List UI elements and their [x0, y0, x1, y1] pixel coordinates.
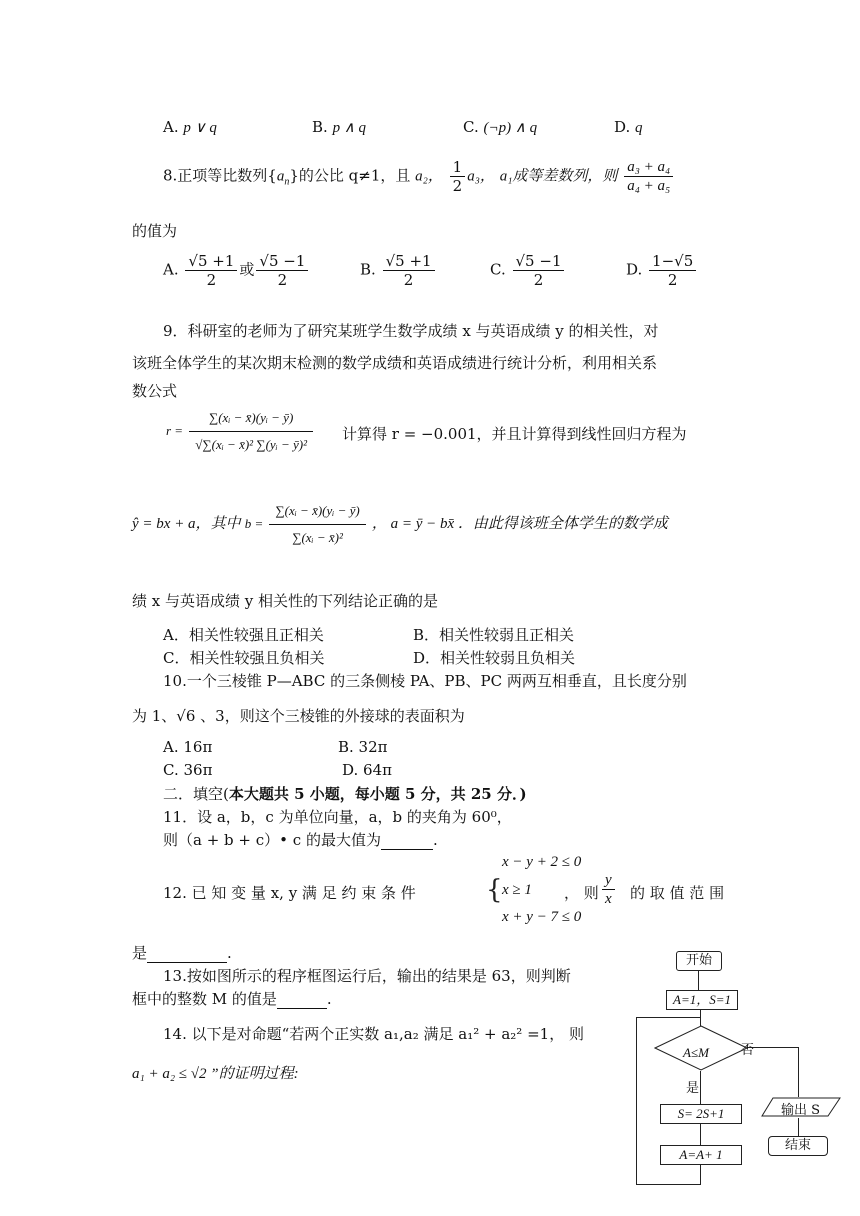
arrow-start-init	[698, 970, 699, 990]
q12-brace: {	[486, 875, 503, 905]
flowchart-end: 结束	[768, 1136, 828, 1156]
q9-line2: 该班全体学生的某次期末检测的数学成绩和英语成绩进行统计分析，利用相关系	[132, 354, 658, 372]
q8-stem: 8.正项等比数列$\{a_n\}$的公比 q≠1，且 a₂， $\frac{1}{2}$ a₃， a₁成等差数列，则 $\frac{\text{a₃ + a₄}}{\text{a₄ + a₅}}$	[163, 158, 675, 195]
arrow-init-cond	[700, 1009, 701, 1026]
q12-tail: 的 取 值 范 围	[630, 884, 725, 902]
q9-line1: 9．科研室的老师为了研究某班学生数学成绩 x 与英语成绩 y 的相关性，对	[163, 322, 659, 340]
flowchart-assign-s: S= 2S+1	[660, 1104, 742, 1124]
q12-stem: 12. 已 知 变 量 x, y 满 足 约 束 条 件	[163, 884, 416, 902]
q7-option-b: B. p ∧ q	[312, 118, 367, 136]
loop-top	[636, 1017, 700, 1018]
flowchart-output-label: 输出 S	[781, 1103, 821, 1118]
q8-ratio-fraction: $\frac{\text{a₃ + a₄}}{\text{a₄ + a₅}}$	[624, 158, 673, 195]
arrow-cond-no	[747, 1047, 799, 1048]
flowchart-start: 开始	[676, 951, 722, 971]
q9-r-result: 计算得 r = −0.001，并且计算得到线性回归方程为	[342, 425, 687, 443]
arrow-s-a	[700, 1123, 701, 1145]
section2-heading: 二．填空(本大题共 5 小题，每小题 5 分，共 25 分．)	[163, 785, 527, 803]
q10-option-d: D. 64π	[342, 761, 392, 779]
q10-option-c: C. 36π	[163, 761, 213, 779]
arrow-cond-yes	[700, 1071, 701, 1104]
q12-then: ， 则	[564, 884, 599, 902]
q12-constraint-3: x + y − 7 ≤ 0	[502, 909, 582, 925]
q9-option-a: A．相关性较强且正相关	[163, 626, 324, 644]
q9-regression: ŷ = bx + a，其中 b = $\frac{\text{∑(xᵢ − x̄)(yᵢ − ȳ)}}{\text{∑(xᵢ − x̄)²}}$ ， a = ȳ − bx̄ ．由此得该班全体学生的数学成	[132, 498, 668, 551]
arrow-output-end	[798, 1118, 799, 1136]
loop-down	[700, 1164, 701, 1184]
q9-option-b: B．相关性较弱且正相关	[413, 626, 575, 644]
q9-line3: 数公式	[132, 382, 178, 400]
q12-answer-blank[interactable]	[147, 944, 227, 963]
loop-bottom	[636, 1184, 701, 1185]
q10-line2: 为 1、√6 、3，则这个三棱锥的外接球的表面积为	[132, 707, 465, 725]
q9-r-formula: r = $\frac{\text{∑(xᵢ − x̄)(yᵢ − ȳ)}}{\text{√∑(xᵢ − x̄)² ∑(yᵢ − ȳ)²}}$	[166, 405, 315, 458]
q12-fraction: $\frac{y}{x}$	[600, 871, 617, 908]
q12-constraint-2: x ≥ 1	[502, 882, 532, 898]
q9-line4: 绩 x 与英语成绩 y 相关性的下列结论正确的是	[132, 592, 439, 610]
q9-option-c: C．相关性较强且负相关	[163, 649, 325, 667]
q7-option-a: A. p ∨ q	[163, 118, 217, 136]
q8-option-b: B. $\frac{√5 +1}{2}$	[360, 252, 437, 289]
q11-line1: 11．设 a，b，c 为单位向量，a，b 的夹角为 60⁰，	[163, 808, 512, 826]
q7-option-d: D. q	[614, 118, 643, 136]
q8-option-d: D. $\frac{1-√5}{2}$	[626, 252, 698, 289]
arrow-no-down	[798, 1047, 799, 1097]
q9-option-d: D．相关性较弱且负相关	[413, 649, 576, 667]
q12-constraint-1: x − y + 2 ≤ 0	[502, 854, 582, 870]
loop-left	[636, 1017, 637, 1185]
q12-line2: 是 .	[132, 944, 232, 962]
flowchart-assign-a: A=A+ 1	[660, 1145, 742, 1165]
q14-line1: 14. 以下是对命题“若两个正实数 a₁,a₂ 满足 a₁² + a₂² =1， 则	[163, 1025, 584, 1043]
flowchart-init: A=1，S=1	[666, 990, 738, 1010]
flowchart-no-label: 否	[741, 1043, 755, 1058]
q13-line2: 框中的整数 M 的值是 .	[132, 990, 332, 1008]
q8-half-fraction: $\frac{1}{2}$	[450, 158, 466, 195]
q11-answer-blank[interactable]	[381, 831, 433, 850]
flowchart-yes-label: 是	[686, 1081, 700, 1096]
q7-option-c: C. (¬p) ∧ q	[463, 118, 538, 136]
q8-option-c: C. $\frac{√5 -1}{2}$	[490, 252, 566, 289]
q13-line1: 13.按如图所示的程序框图运行后，输出的结果是 63，则判断	[163, 967, 571, 985]
q8-option-a: A. $\frac{√5 +1}{2}$ 或 $\frac{√5 -1}{2}$	[163, 252, 310, 289]
q10-line1: 10.一个三棱锥 P—ABC 的三条侧棱 PA、PB、PC 两两互相垂直，且长度分别	[163, 672, 687, 690]
q10-option-b: B. 32π	[338, 738, 388, 756]
q13-answer-blank[interactable]	[277, 990, 327, 1009]
q11-line2: 则（a + b + c）• c 的最大值为 .	[163, 831, 438, 849]
q10-option-a: A. 16π	[163, 738, 213, 756]
flowchart-condition-label: A≤M	[683, 1045, 709, 1060]
q14-line2: a₁ + a₂ ≤ √2 ”的证明过程:	[132, 1066, 299, 1082]
q8-stem-end: 的值为	[132, 222, 178, 240]
